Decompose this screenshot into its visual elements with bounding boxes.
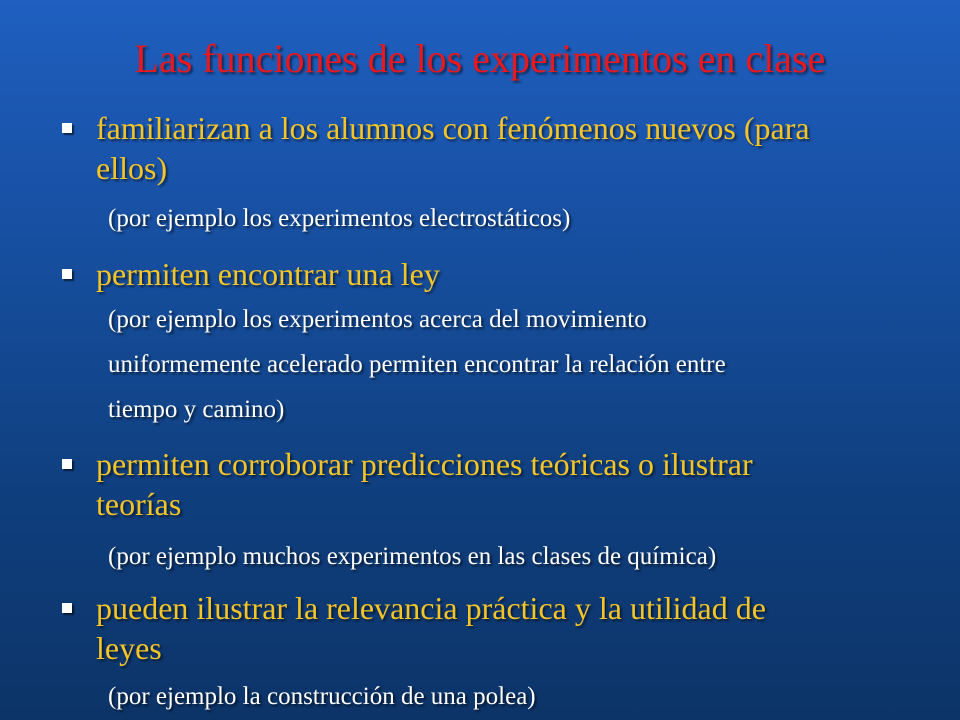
bullet-item	[56, 254, 916, 294]
example-text: (por ejemplo la construcción de una polea)	[108, 683, 536, 710]
bullet-text-line2: ellos)	[96, 150, 168, 186]
example-text: (por ejemplo muchos experimentos en las clases de química)	[108, 543, 717, 570]
example-text: uniformemente acelerado permiten encontrar la relación entre	[108, 351, 726, 378]
bullet-text-line2: teorías	[96, 486, 182, 522]
bullet-text-line2: leyes	[96, 630, 162, 666]
square-bullet-icon	[62, 603, 72, 613]
bullet-text	[96, 444, 916, 524]
bullet-item	[56, 588, 916, 668]
bullet-text-line1: pueden ilustrar la relevancia práctica y la utilidad de	[96, 590, 766, 626]
example-text: tiempo y camino)	[108, 396, 285, 423]
bullet-item	[56, 444, 916, 524]
example-text: (por ejemplo los experimentos electrostáticos)	[108, 205, 571, 232]
bullet-text-line1: permiten corroborar predicciones teóricas o ilustrar	[96, 446, 753, 482]
bullet-item	[56, 108, 916, 188]
bullet-text-line1: permiten encontrar una ley	[96, 256, 440, 292]
square-bullet-icon	[62, 123, 72, 133]
bullet-text-line1: familiarizan a los alumnos con fenómenos nuevos (para	[96, 110, 810, 146]
bullet-text	[96, 254, 916, 294]
bullet-text	[96, 588, 916, 668]
bullet-text	[96, 108, 916, 188]
square-bullet-icon	[62, 269, 72, 279]
example-text: (por ejemplo los experimentos acerca del movimiento	[108, 306, 647, 333]
slide-title: Las funciones de los experimentos en clase	[134, 36, 826, 81]
square-bullet-icon	[62, 459, 72, 469]
